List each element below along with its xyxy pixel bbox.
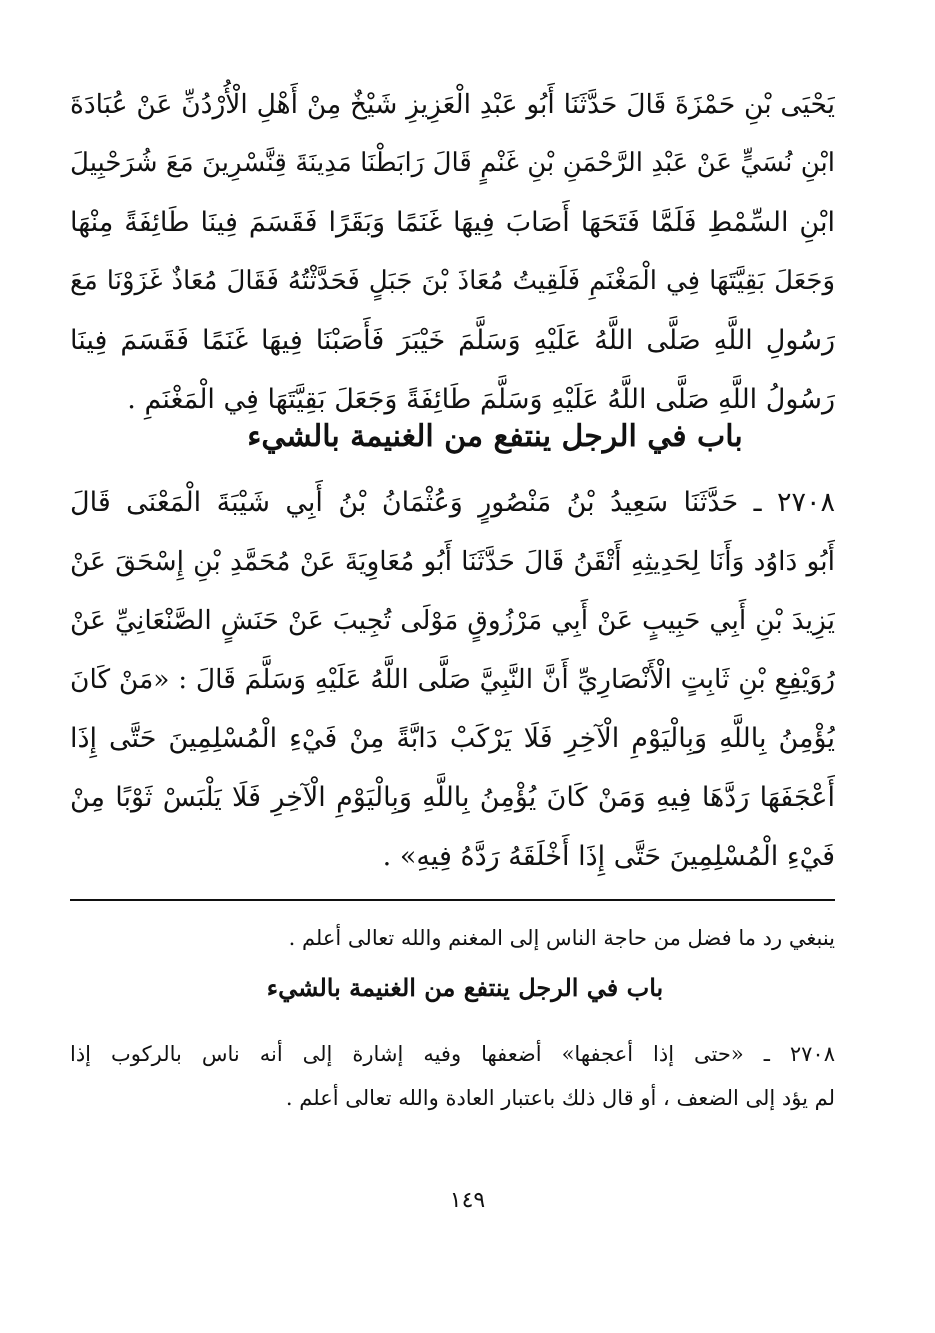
- text-line: ابْنِ نُسَيٍّ عَنْ عَبْدِ الرَّحْمَنِ بْنِ غَنْمٍ قَالَ رَابَطْنَا مَدِينَةَ قِنَّسْرِينَ مَعَ شُرَحْبِيلَ: [70, 148, 835, 178]
- footnote-commentary: [70, 1032, 835, 1120]
- note-text: ينبغي رد ما فضل من حاجة الناس إلى المغنم والله تعالى أعلم .: [288, 926, 835, 950]
- chapter-heading: باب في الرجل ينتفع من الغنيمة بالشيء: [247, 419, 743, 454]
- text-line: ٢٧٠٨ ـ حَدَّثَنَا سَعِيدُ بْنُ مَنْصُورٍ وَعُثْمَانُ بْنُ أَبِي شَيْبَةَ الْمَعْنَى قَالَ: [70, 487, 835, 518]
- footnote-line-1: [70, 916, 835, 960]
- text-line: رُوَيْفِعِ بْنِ ثَابِتٍ الْأَنْصَارِيِّ أَنَّ النَّبِيَّ صَلَّى اللَّهُ عَلَيْهِ وَسَلَّمَ قَالَ : «مَنْ كَانَ: [70, 664, 835, 695]
- text-line: أَبُو دَاوُد وَأَنَا لِحَدِيثِهِ أَتْقَنُ قَالَ حَدَّثَنَا أَبُو مُعَاوِيَةَ عَنْ مُحَمَّدِ بْنِ إِسْحَقَ عَنْ: [70, 546, 835, 577]
- hadith-paragraph-1: [70, 75, 835, 429]
- text-line: يُؤْمِنُ بِاللَّهِ وَبِالْيَوْمِ الْآخِرِ فَلَا يَرْكَبْ دَابَّةً مِنْ فَيْءِ الْمُسْلِمِينَ حَتَّى إِذَا: [70, 723, 835, 754]
- text-line: رَسُولُ اللَّهِ صَلَّى اللَّهُ عَلَيْهِ وَسَلَّمَ طَائِفَةً وَجَعَلَ بَقِيَّتَهَا فِي الْمَغْنَمِ .: [127, 384, 835, 415]
- text-line: يَحْيَى بْنِ حَمْزَةَ قَالَ حَدَّثَنَا أَبُو عَبْدِ الْعَزِيزِ شَيْخٌ مِنْ أَهْلِ الْأُرْدُنِّ عَنْ عُبَادَةَ: [70, 89, 835, 120]
- text-line: يَزِيدَ بْنِ أَبِي حَبِيبٍ عَنْ أَبِي مَرْزُوقٍ مَوْلَى تُجِيبَ عَنْ حَنَشٍ الصَّنْعَانِيِّ عَنْ: [70, 605, 835, 636]
- text-line: وَجَعَلَ بَقِيَّتَهَا فِي الْمَغْنَمِ فَلَقِيتُ مُعَاذَ بْنَ جَبَلٍ فَحَدَّثْتُهُ فَقَالَ مُعَاذٌ غَزَوْنَا مَعَ: [70, 266, 835, 296]
- text-line: أَعْجَفَهَا رَدَّهَا فِيهِ وَمَنْ كَانَ يُؤْمِنُ بِاللَّهِ وَبِالْيَوْمِ الْآخِرِ فَلَا يَلْبَسْ ثَوْبًا مِنْ: [70, 782, 835, 813]
- text-line: فَيْءِ الْمُسْلِمِينَ حَتَّى إِذَا أَخْلَقَهُ رَدَّهُ فِيهِ» .: [382, 841, 835, 872]
- footnote-divider: [70, 899, 835, 901]
- text-line: رَسُولِ اللَّهِ صَلَّى اللَّهُ عَلَيْهِ وَسَلَّمَ خَيْبَرَ فَأَصَبْنَا فِيهَا غَنَمًا فَقَسَمَ فِينَا: [70, 325, 835, 356]
- page-number: ١٤٩: [449, 1188, 486, 1213]
- note-text: لم يؤد إلى الضعف ، أو قال ذلك باعتبار العادة والله تعالى أعلم .: [285, 1086, 835, 1110]
- hadith-paragraph-2: [70, 473, 835, 886]
- note-text: ٢٧٠٨ ـ «حتى إذا أعجفها» أضعفها وفيه إشارة إلى أنه ناس بالركوب إذا: [70, 1042, 835, 1066]
- footnote-heading: باب في الرجل ينتفع من الغنيمة بالشيء: [266, 973, 664, 1002]
- text-line: ابْنِ السِّمْطِ فَلَمَّا فَتَحَهَا أَصَابَ فِيهَا غَنَمًا وَبَقَرًا فَقَسَمَ فِينَا طَائِفَةً مِنْهَا: [70, 207, 835, 238]
